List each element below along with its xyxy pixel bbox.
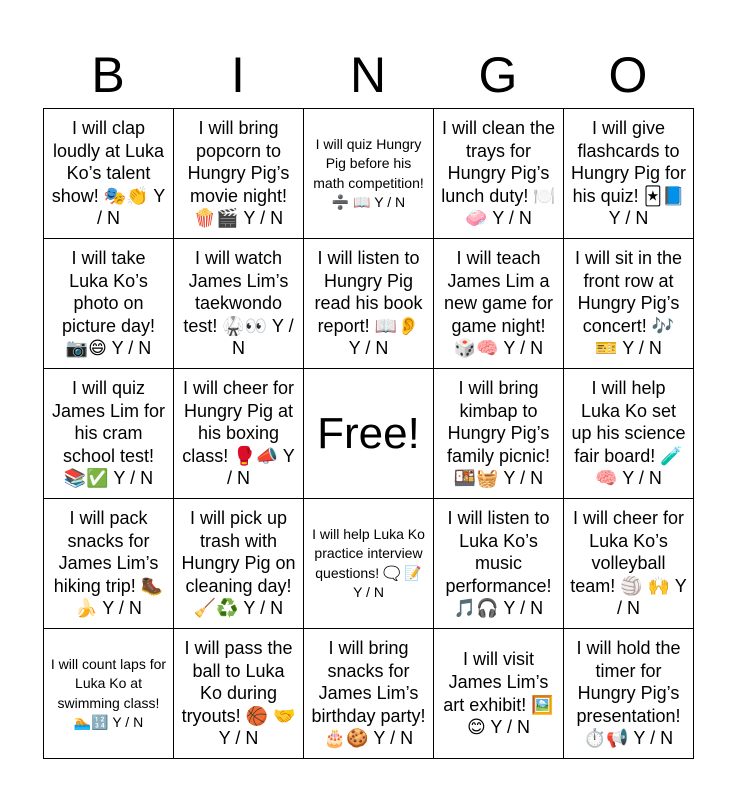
bingo-cell-text: I will visit James Lim’s art exhibit! 🖼️😊 Y / N xyxy=(443,649,554,738)
bingo-cell-text: I will help Luka Ko set up his science fair board! 🧪 🧠 Y / N xyxy=(571,378,686,489)
bingo-cell[interactable] xyxy=(44,629,174,759)
bingo-board xyxy=(43,108,694,759)
free-space-cell[interactable] xyxy=(304,369,434,499)
bingo-cell[interactable] xyxy=(174,109,304,239)
bingo-cell-text: I will bring popcorn to Hungry Pig’s movie night! 🍿🎬 Y / N xyxy=(187,118,290,229)
bingo-cell[interactable] xyxy=(434,499,564,629)
bingo-cell[interactable] xyxy=(44,499,174,629)
bingo-cell[interactable] xyxy=(304,109,434,239)
bingo-cell-text: I will bring kimbap to Hungry Pig’s family picnic! 🍱🧺 Y / N xyxy=(446,378,551,489)
header-letter-g: G xyxy=(478,47,518,103)
header-letter-b: B xyxy=(91,47,125,103)
bingo-cell-text: I will cheer for Luka Ko’s volleyball team! 🏐 🙌 Y / N xyxy=(570,508,687,619)
bingo-cell[interactable] xyxy=(44,369,174,499)
bingo-cell-text: I will clean the trays for Hungry Pig’s lunch duty! 🍽️🧼 Y / N xyxy=(441,118,556,229)
bingo-cell[interactable] xyxy=(174,499,304,629)
bingo-cell[interactable] xyxy=(564,499,694,629)
bingo-cell-text: I will pass the ball to Luka Ko during tryouts! 🏀 🤝 Y / N xyxy=(181,638,296,749)
bingo-cell[interactable] xyxy=(304,499,434,629)
bingo-cell-text: I will take Luka Ko’s photo on picture day! 📷😄 Y / N xyxy=(61,248,156,359)
header-letter-o: O xyxy=(608,47,648,103)
bingo-cell[interactable] xyxy=(564,239,694,369)
bingo-cell-text: I will quiz James Lim for his cram school test! 📚✅ Y / N xyxy=(51,378,166,489)
bingo-cell-text: I will listen to Luka Ko’s music performance! 🎵🎧 Y / N xyxy=(445,508,552,619)
bingo-cell[interactable] xyxy=(564,109,694,239)
bingo-cell[interactable] xyxy=(44,239,174,369)
header-letter-n: N xyxy=(349,47,387,103)
bingo-cell[interactable] xyxy=(434,109,564,239)
free-space-label: Free! xyxy=(317,408,420,458)
bingo-cell-text: I will teach James Lim a new game for game night! 🎲🧠 Y / N xyxy=(443,248,554,359)
bingo-cell-text: I will help Luka Ko practice interview questions! 🗨️ 📝 Y / N xyxy=(312,525,425,600)
bingo-cell-text: I will pack snacks for James Lim’s hiking trip! 🥾🍌 Y / N xyxy=(53,508,164,619)
bingo-cell-text: I will hold the timer for Hungry Pig’s presentation! ⏱️📢 Y / N xyxy=(576,638,681,749)
header-letter-i: I xyxy=(231,47,245,103)
bingo-cell[interactable] xyxy=(304,239,434,369)
bingo-cell[interactable] xyxy=(564,629,694,759)
bingo-cell[interactable] xyxy=(434,239,564,369)
bingo-cell[interactable] xyxy=(434,369,564,499)
bingo-cell[interactable] xyxy=(304,629,434,759)
bingo-cell-text: I will give flashcards to Hungry Pig for his quiz! 🃏📘 Y / N xyxy=(570,118,687,229)
bingo-cell-text: I will listen to Hungry Pig read his book report! 📖👂 Y / N xyxy=(314,248,423,359)
bingo-cell-text: I will bring snacks for James Lim’s birthday party! 🎂🍪 Y / N xyxy=(311,638,426,749)
bingo-cell[interactable] xyxy=(434,629,564,759)
bingo-cell-text: I will cheer for Hungry Pig at his boxing class! 🥊📣 Y / N xyxy=(182,378,295,489)
bingo-header xyxy=(43,44,693,106)
bingo-cell[interactable] xyxy=(174,629,304,759)
bingo-cell-text: I will quiz Hungry Pig before his math competition! ➗ 📖 Y / N xyxy=(313,135,424,210)
bingo-cell[interactable] xyxy=(44,109,174,239)
bingo-cell[interactable] xyxy=(564,369,694,499)
bingo-cell[interactable] xyxy=(174,369,304,499)
bingo-cell-text: I will watch James Lim’s taekwondo test! 🥋👀 Y / N xyxy=(183,248,294,359)
bingo-cell-text: I will sit in the front row at Hungry Pig’s concert! 🎶 🎫 Y / N xyxy=(574,248,683,359)
bingo-cell-text: I will pick up trash with Hungry Pig on cleaning day! 🧹♻️ Y / N xyxy=(181,508,296,619)
bingo-cell[interactable] xyxy=(174,239,304,369)
bingo-cell-text: I will clap loudly at Luka Ko’s talent show! 🎭👏 Y / N xyxy=(51,118,166,229)
bingo-cell-text: I will count laps for Luka Ko at swimming class! 🏊🔢 Y / N xyxy=(50,655,167,730)
